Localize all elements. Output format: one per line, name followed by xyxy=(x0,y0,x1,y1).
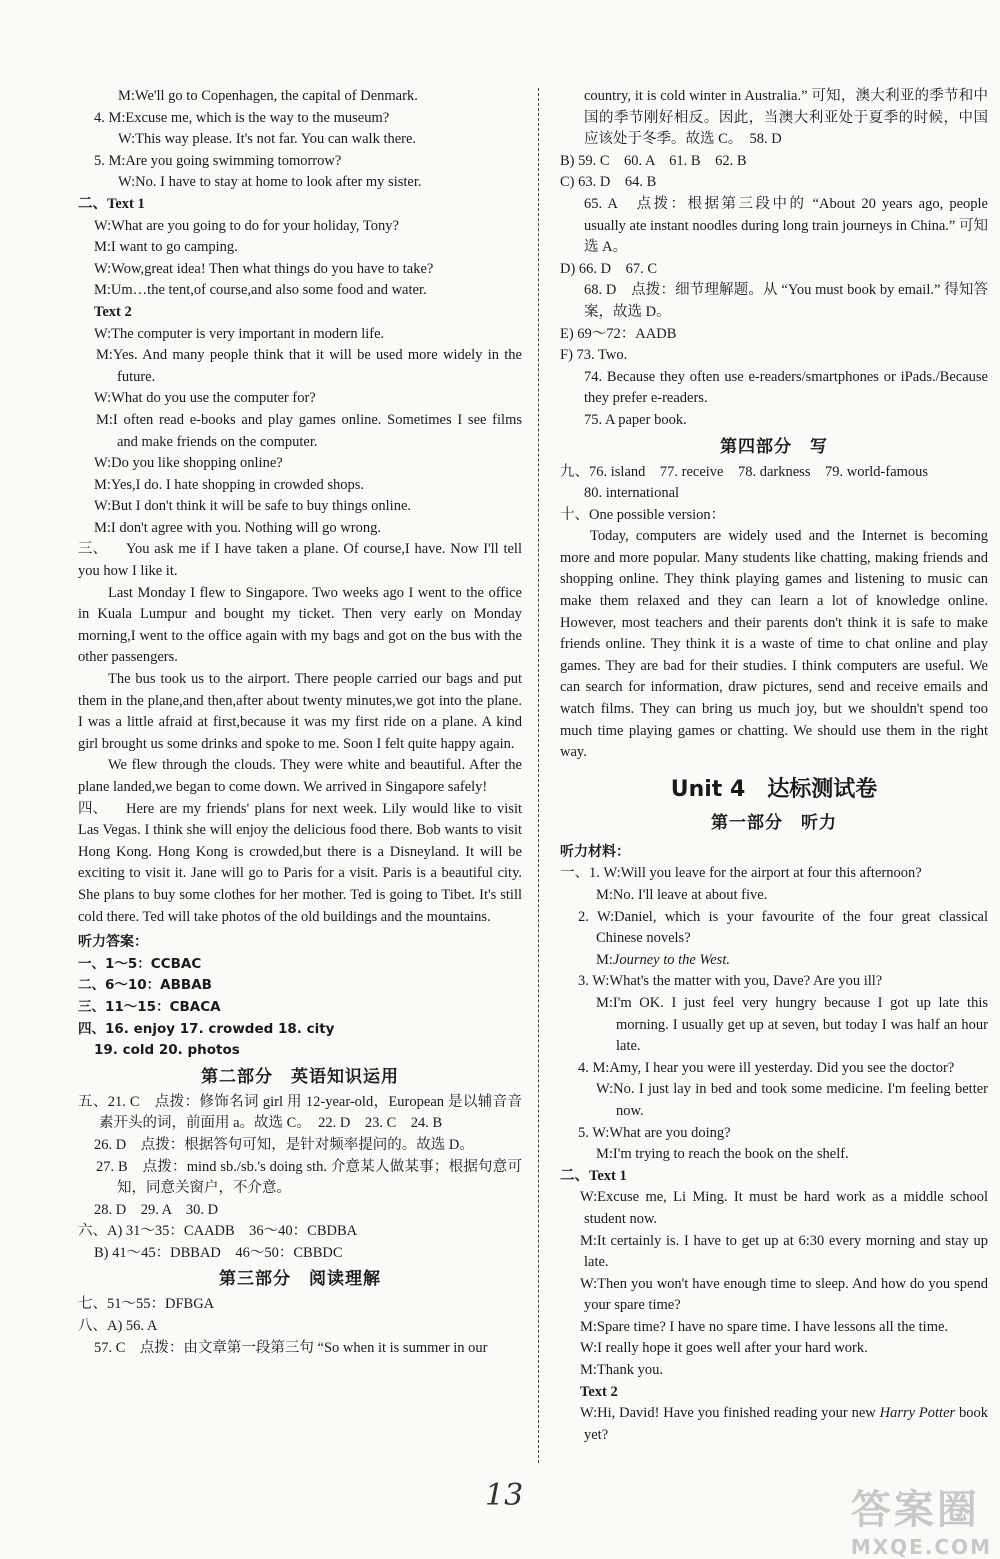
passage-text: Here are my friends' plans for next week. Lily would like to visit Las Vegas. I think she will enjoy the delicious food there. Bob wants to visit Hong Kong. Hong Kong is crowded,but there is a Disneyland. It will be exciting to visit it. Jane will go to Paris for a visit. Paris is a beautiful city. She plans to buy some clothes for her mother. Ted is going to Tibet. It's still cold there. Ted will take photos of the old buildings and the mountains. xyxy=(78,800,522,925)
section-marker: 四、 xyxy=(78,800,107,817)
dialog-line: M:I'm OK. I just feel very hungry because I got up late this morning. I usually get up at seven, but today I was half an hour late. xyxy=(596,994,988,1055)
dialog-line: M:Thank you. xyxy=(580,1362,663,1379)
dialog-line: M:Yes,I do. I hate shopping in crowded shops. xyxy=(94,476,364,493)
dialog-line: 3. W:What's the matter with you, Dave? Are you ill? xyxy=(578,973,883,990)
answer-note: 27. B 点拨：mind sb./sb.'s doing sth. 介意某人做某事；根据句意可知，同意关窗户，不介意。 xyxy=(96,1158,522,1197)
answer-line: 四、16. enjoy 17. crowded 18. city xyxy=(78,1020,335,1037)
answer-line: 七、51～55：DFBGA xyxy=(78,1296,215,1313)
answer-note: 68. D 点拨：细节理解题。从 “You must book by email.” 得知答案，故选 D。 xyxy=(584,282,988,320)
book-title: Harry Potter xyxy=(879,1405,956,1422)
model-essay: Today, computers are widely used and the Internet is becoming more and more popular. Many students like chatting, making friends and shopping online. They think playing games and listening to music can make them relaxed and they can learn a lot of knowledge online. However, most teachers and their parents don't think it is safe to make friends online. They think it is a waste of time to chat online and play games. They are bad for their studies. I think computers are useful. We can search for information, draw pictures, send and receive emails and watch films. They can bring us much joy, but we shouldn't spend too much time playing games or chatting. We should use them in the right way. xyxy=(560,528,988,761)
dialog-line xyxy=(560,1403,988,1446)
speaker: M: xyxy=(596,951,613,968)
dialog-line xyxy=(560,950,988,972)
book-title: Journey to the West. xyxy=(612,951,730,968)
dialog-line: 4. M:Excuse me, which is the way to the museum? xyxy=(94,109,390,126)
answers-title: 听力答案： xyxy=(78,934,148,951)
section-heading: 二、Text 1 xyxy=(560,1167,627,1184)
answer-line: 28. D 29. A 30. D xyxy=(94,1201,219,1218)
dialog-line: M:Yes. And many people think that it will be used more widely in the future. xyxy=(96,347,522,385)
answer-line: 三、11～15：CBACA xyxy=(78,998,221,1015)
answer-line: 74. Because they often use e-readers/smartphones or iPads./Because they prefer e-readers. xyxy=(584,368,988,407)
answer-line: D) 66. D 67. C xyxy=(560,260,658,277)
watermark-logo: 答案圈 xyxy=(850,1487,980,1533)
dialog-line: M:Um…the tent,of course,and also some food and water. xyxy=(94,282,427,299)
answer-line: 八、A) 56. A xyxy=(78,1318,158,1335)
answer-line: 一、1～5：CCBAC xyxy=(78,955,202,972)
answer-line: F) 73. Two. xyxy=(560,347,628,364)
answer-note: 57. C 点拨：由文章第一段第三句 “So when it is summer in our xyxy=(94,1339,488,1356)
passage-3 xyxy=(78,539,522,582)
dialog-line: 5. W:What are you doing? xyxy=(578,1124,731,1141)
dialog-line: M:I want to go camping. xyxy=(94,239,238,256)
answer-line: B) 41～45：DBBAD 46～50：CBBDC xyxy=(94,1244,343,1261)
dialog-line: W:Wow,great idea! Then what things do you have to take? xyxy=(94,260,434,277)
dialog-text: book yet? xyxy=(584,1405,989,1443)
dialog-line: M:It certainly is. I have to get up at 6:30 every morning and stay up late. xyxy=(580,1232,988,1271)
dialog-line: 一、1. W:Will you leave for the airport at four this afternoon? xyxy=(560,865,922,882)
dialog-line: W:Do you like shopping online? xyxy=(94,455,283,472)
dialog-line: M:I'm trying to reach the book on the shelf. xyxy=(596,1146,849,1163)
dialog-line: W:Then you won't have enough time to sleep. And how do you spend your spare time? xyxy=(580,1275,988,1314)
dialog-line: M:I often read e-books and play games online. Sometimes I see films and make friends on the computer. xyxy=(96,411,522,450)
answer-line: E) 69～72：AADB xyxy=(560,325,677,342)
dialog-line: 4. M:Amy, I hear you were ill yesterday. Did you see the doctor? xyxy=(578,1059,955,1076)
part-title: 第三部分 阅读理解 xyxy=(219,1269,381,1290)
answer-note: 65. A 点拨：根据第三段中的 “About 20 years ago, people usually ate instant noodles during long train journeys in China.” 可知选 A。 xyxy=(584,195,988,256)
dialog-line: W:I really hope it goes well after your hard work. xyxy=(580,1340,868,1357)
dialog-line: W:Excuse me, Li Ming. It must be hard work as a middle school student now. xyxy=(580,1189,988,1227)
part-title: 第四部分 写 xyxy=(720,436,828,457)
column-divider xyxy=(538,88,539,1463)
right-column xyxy=(560,86,988,1446)
part-title: 第一部分 听力 xyxy=(711,812,837,833)
text-heading: Text 2 xyxy=(94,303,132,320)
passage-text: You ask me if I have taken a plane. Of course,I have. Now I'll tell you how I like it. xyxy=(78,541,522,580)
dialog-line: 2. W:Daniel, which is your favourite of the four great classical Chinese novels? xyxy=(578,908,988,947)
dialog-line: W:No. I just lay in bed and took some medicine. I'm feeling better now. xyxy=(596,1081,988,1119)
answer-line: 六、A) 31～35：CAADB 36～40：CBDBA xyxy=(78,1223,358,1240)
dialog-text: W:Hi, David! Have you finished reading your new xyxy=(580,1405,880,1422)
answer-line: B) 59. C 60. A 61. B 62. B xyxy=(560,152,747,169)
answer-line: 75. A paper book. xyxy=(584,411,687,428)
material-title: 听力材料： xyxy=(560,843,630,860)
passage-paragraph: Last Monday I flew to Singapore. Two weeks ago I went to the office in Kuala Lumpur and bought my ticket. Then very early on Monday morning,I went to the office again with my bags and got on the bus with the other passengers. xyxy=(78,584,522,666)
unit-title: Unit 4 达标测试卷 xyxy=(670,776,878,802)
text-heading: Text 2 xyxy=(580,1383,618,1400)
dialog-line: 5. M:Are you going swimming tomorrow? xyxy=(94,152,342,169)
answer-line: 二、6～10：ABBAB xyxy=(78,977,212,994)
dialog-line: W:This way please. It's not far. You can walk there. xyxy=(118,131,417,148)
answer-line: 九、76. island 77. receive 78. darkness 79. world-famous xyxy=(560,463,929,480)
dialog-line: W:What are you going to do for your holiday, Tony? xyxy=(94,217,399,234)
dialog-line: W:What do you use the computer for? xyxy=(94,390,316,407)
dialog-line: W:But I don't think it will be safe to buy things online. xyxy=(94,498,412,515)
passage-paragraph: The bus took us to the airport. There people carried our bags and put them in the plane,and then,after about twenty minutes,we got into the plane. I was a little afraid at first,because it was my first ride on a plane. A kind girl brought us some drinks and spoke to me. Soon I felt quite happy again. xyxy=(78,671,522,752)
passage-paragraph: We flew through the clouds. They were white and beautiful. After the plane landed,we began to come down. We arrived in Singapore safely! xyxy=(78,757,522,795)
answer-note: 26. D 点拨：根据答句可知，是针对频率提问的。故选 D。 xyxy=(94,1136,474,1153)
left-column xyxy=(78,86,522,1359)
passage-4 xyxy=(78,799,522,929)
dialog-line: M:Spare time? I have no spare time. I have lessons all the time. xyxy=(580,1318,949,1335)
answer-note: country, it is cold winter in Australia.” 可知，澳大利亚的季节和中国的季节刚好相反。因此，当澳大利亚处于夏季的时候，中国应该处于冬季。故选 C。 58. D xyxy=(584,88,988,148)
answer-note: 五、21. C 点拨：修饰名词 girl 用 12-year-old，European 是以辅音音素开头的词，前面用 a。故选 C。 22. D 23. C 24. B xyxy=(78,1093,522,1132)
dialog-line: W:No. I have to stay at home to look after my sister. xyxy=(118,174,422,191)
section-marker: 三、 xyxy=(78,541,107,558)
watermark xyxy=(851,1478,992,1559)
page-number: 13 xyxy=(485,1478,524,1513)
dialog-line: W:The computer is very important in modern life. xyxy=(94,325,385,342)
section-heading: 二、Text 1 xyxy=(78,195,145,212)
answer-line: 19. cold 20. photos xyxy=(94,1042,240,1059)
dialog-line: M:No. I'll leave at about five. xyxy=(596,887,768,903)
essay-title: 十、One possible version： xyxy=(560,506,726,523)
watermark-url: MXQE.COM xyxy=(850,1535,992,1559)
dialog-line: M:We'll go to Copenhagen, the capital of Denmark. xyxy=(118,88,418,104)
answer-line: C) 63. D 64. B xyxy=(560,174,657,191)
answer-line: 80. international xyxy=(584,485,680,502)
part-title: 第二部分 英语知识运用 xyxy=(201,1066,399,1087)
dialog-line: M:I don't agree with you. Nothing will go wrong. xyxy=(94,519,381,536)
